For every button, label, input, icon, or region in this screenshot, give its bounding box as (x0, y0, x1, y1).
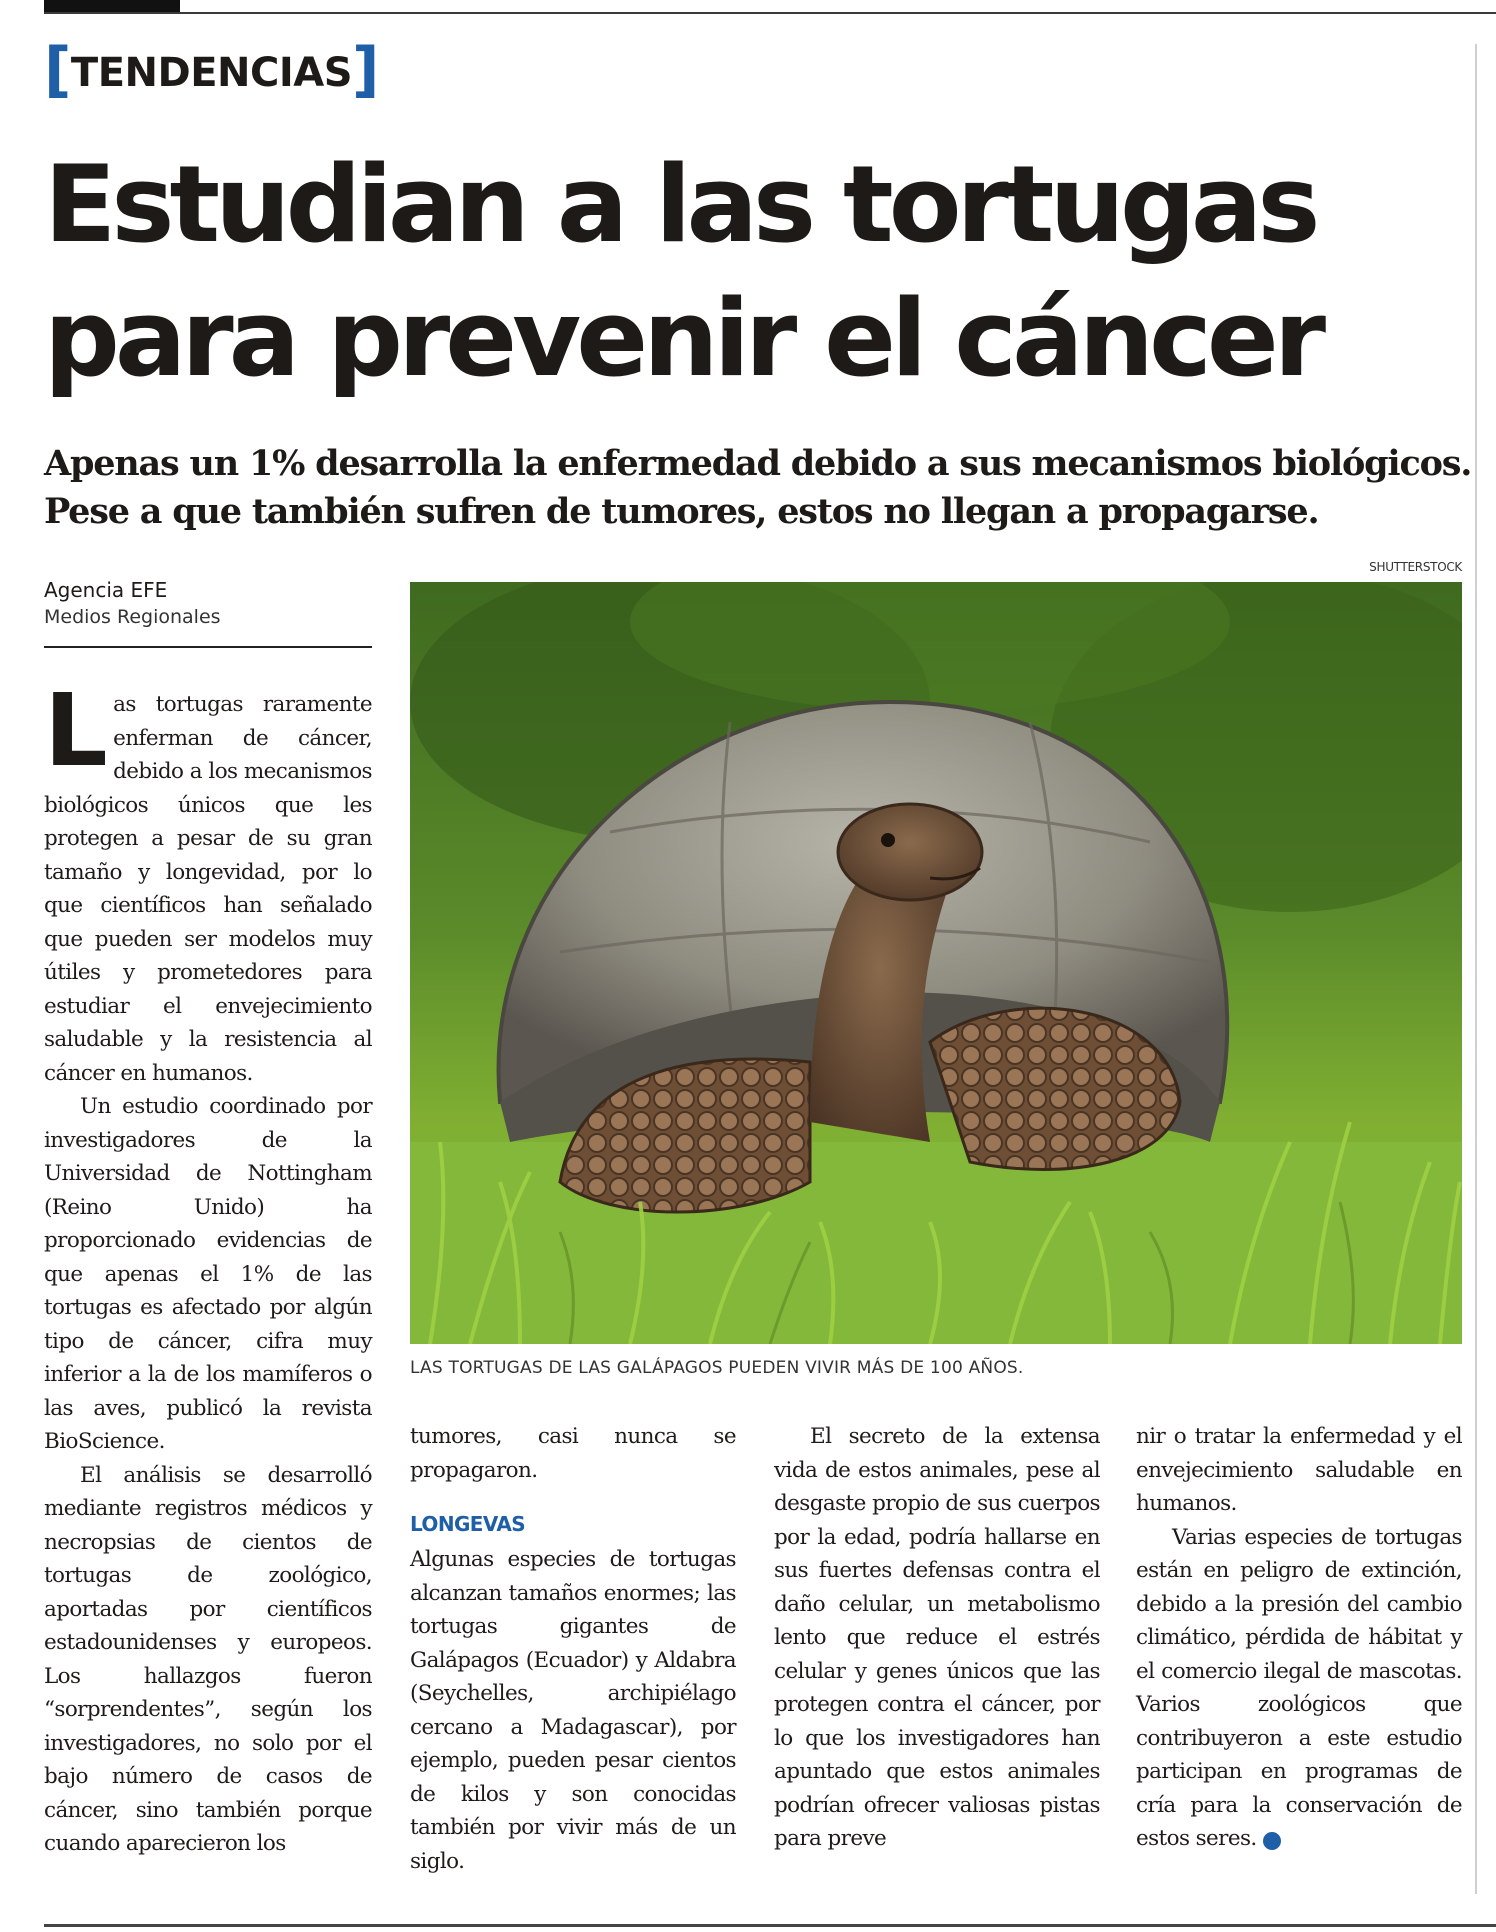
drop-cap: L (44, 672, 108, 789)
body-column-1 (44, 672, 372, 1861)
byline-outlet: Medios Regionales (44, 606, 221, 628)
headline-line-2: para prevenir el cáncer (44, 277, 1322, 400)
body-column-3 (774, 1420, 1100, 1856)
photo-credit: SHUTTERSTOCK (1369, 560, 1462, 574)
byline-rule (44, 646, 372, 648)
paragraph-6-text: Varias especies de tortugas están en peligro de extinción, debido a la presión del cambio climático, pérdida de hábitat y el comercio ilegal de mascotas. Varios zoológicos que contribuyeron a este estudio participan en programas de cría para la conservación de estos seres. (1136, 1524, 1462, 1851)
paragraph-5-continued: nir o tratar la enfermedad y el envejecimiento saludable en humanos. (1136, 1424, 1462, 1516)
byline-agency: Agencia EFE (44, 578, 168, 602)
subhead: LONGEVAS (410, 1512, 526, 1536)
body-column-4 (1136, 1420, 1462, 1856)
top-rule (44, 12, 1496, 14)
dek-line-1: Apenas un 1% desarrolla la enfermedad debido a sus mecanismos biológicos. (44, 443, 1472, 484)
headline-line-1: Estudian a las tortugas (44, 143, 1316, 266)
bracket-open: [ (44, 35, 71, 105)
headline (44, 138, 1464, 406)
section-label: TENDENCIAS (70, 50, 353, 96)
paragraph-1 (44, 672, 372, 1090)
bracket-close: ] (352, 35, 379, 105)
dek-line-2: Pese a que también sufren de tumores, estos no llegan a propagarse. (44, 491, 1319, 532)
bottom-rule (44, 1924, 1496, 1927)
paragraph-6 (1136, 1521, 1462, 1856)
paragraph-3: El análisis se desarrolló mediante registros médicos y necropsias de cientos de tortugas de zoológico, aportadas por científicos estadounidenses y europeos. Los hallazgos fueron “sorprendentes”, según los investigadores, no solo por el bajo número de casos de cáncer, sino también porque cuando aparecieron los (44, 1462, 372, 1856)
tortoise-illustration (410, 582, 1462, 1344)
photo-caption: LAS TORTUGAS DE LAS GALÁPAGOS PUEDEN VIVIR MÁS DE 100 AÑOS. (410, 1358, 1024, 1378)
dek (44, 440, 1472, 536)
paragraph-4: Algunas especies de tortugas alcanzan tamaños enormes; las tortugas gigantes de Galápagos (Ecuador) y Aldabra (Seychelles, archipiélago cercano a Madagascar), por ejemplo, pueden pesar cientos de kilos y son conocidas también por vivir más de un siglo. (410, 1547, 736, 1874)
end-mark-icon: ✪ (1263, 1832, 1281, 1850)
body-column-2 (410, 1420, 736, 1878)
paragraph-3-continued: tumores, casi nunca se propagaron. (410, 1424, 736, 1483)
section-tag (44, 35, 379, 105)
paragraph-2: Un estudio coordinado por investigadores de la Universidad de Nottingham (Reino Unido) ha proporcionado evidencias de que apenas el 1% de las tortugas es afectado por algún tipo de cáncer, cifra muy inferior a la de los mamíferos o las aves, publicó la revista BioScience. (44, 1094, 372, 1454)
column-divider (1475, 44, 1477, 1894)
paragraph-1-text: as tortugas raramente enferman de cáncer, debido a los mecanismos biológicos únicos que les protegen a pesar de su gran tamaño y longevidad, por lo que científicos han señalado que pueden ser modelos muy útiles y prometedores para estudiar el envejecimiento saludable y la resistencia al cáncer en humanos. (44, 692, 372, 1086)
tortoise-photo (410, 582, 1462, 1344)
paragraph-5: El secreto de la extensa vida de estos animales, pese al desgaste propio de sus cuerpos por la edad, podría hallarse en sus fuertes defensas contra el daño celular, un metabolismo lento que reduce el estrés celular y genes únicos que las protegen contra el cáncer, por lo que los investigadores han apuntado que estos animales podrían ofrecer valiosas pistas para preve (774, 1424, 1100, 1851)
